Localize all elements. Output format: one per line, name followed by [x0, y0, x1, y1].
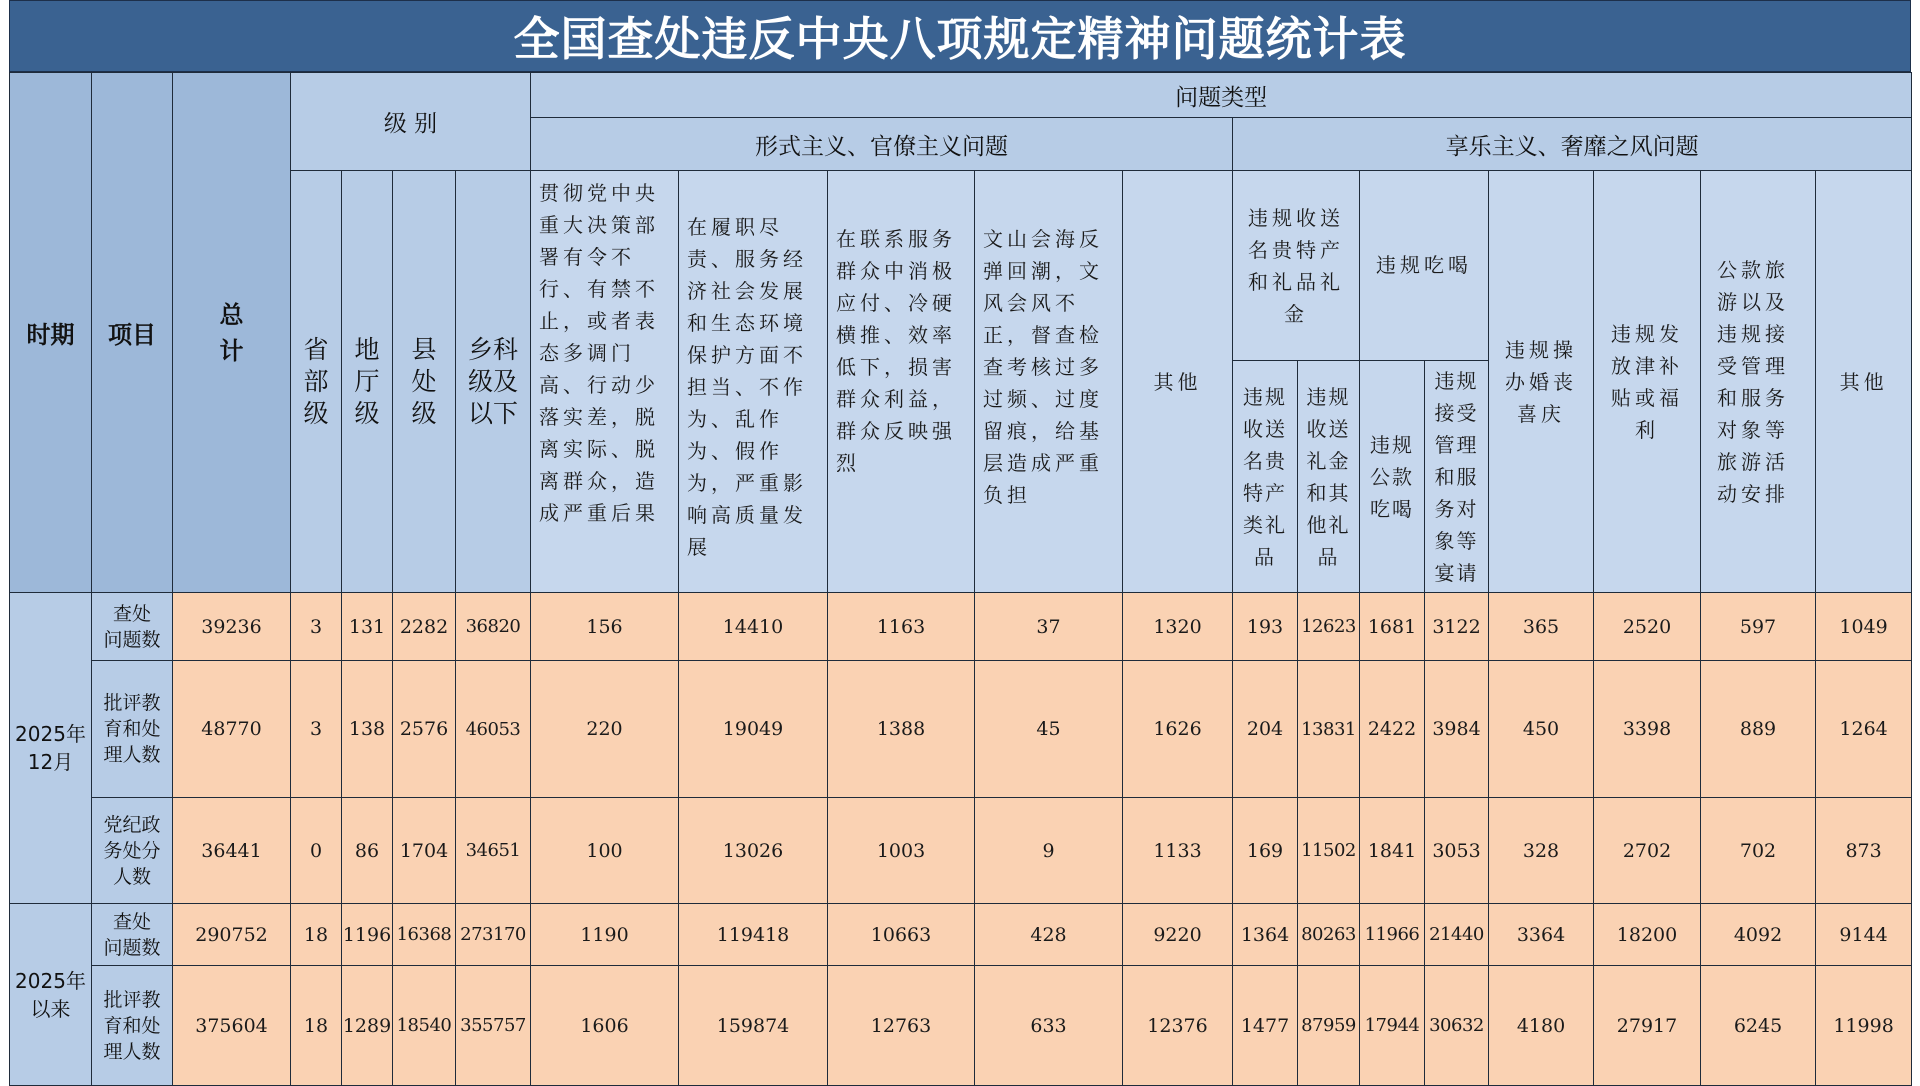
table-row: [10, 798, 1912, 904]
level-group-header: 级 别: [291, 73, 531, 171]
value-cell: 9: [975, 798, 1123, 904]
value-cell: 873: [1816, 798, 1912, 904]
value-cell: 100: [531, 798, 679, 904]
value-cell: 328: [1489, 798, 1594, 904]
gift-group-header: 违规收送名贵特产和礼品礼金: [1233, 171, 1360, 361]
row-label: 党纪政 务处分 人数: [92, 798, 173, 904]
period-label: 2025年 以来: [10, 904, 92, 1086]
value-cell: 1704: [393, 798, 456, 904]
value-cell: 48770: [173, 661, 291, 798]
value-cell: 702: [1701, 798, 1816, 904]
level-prefecture-text: 地 厅 级: [354, 334, 380, 428]
value-cell: 1606: [531, 966, 679, 1086]
formalism-col-3: 在联系服务群众中消极应付、冷硬横推、效率低下，损害群众利益，群众反映强烈: [828, 171, 975, 593]
value-cell: 11998: [1816, 966, 1912, 1086]
value-cell: 1477: [1233, 966, 1298, 1086]
value-cell: 2520: [1594, 593, 1701, 661]
type-group-header: 问题类型: [531, 73, 1912, 118]
value-cell: 12376: [1123, 966, 1233, 1086]
item-header: 项目: [92, 73, 173, 593]
value-cell: 30632: [1425, 966, 1489, 1086]
value-cell: 36820: [456, 593, 531, 661]
value-cell: 14410: [679, 593, 828, 661]
formalism-group-header: 形式主义、官僚主义问题: [531, 118, 1233, 171]
level-county-text: 县 处 级: [411, 334, 437, 428]
value-cell: 18: [291, 966, 342, 1086]
statistics-table: [9, 72, 1912, 1086]
value-cell: 3398: [1594, 661, 1701, 798]
value-cell: 1681: [1360, 593, 1425, 661]
value-cell: 3364: [1489, 904, 1594, 966]
level-provincial: [291, 171, 342, 593]
value-cell: 355757: [456, 966, 531, 1086]
value-cell: 220: [531, 661, 679, 798]
value-cell: 2422: [1360, 661, 1425, 798]
hedonism-col-other: 其他: [1816, 171, 1912, 593]
table-row: [10, 661, 1912, 798]
value-cell: 1388: [828, 661, 975, 798]
value-cell: 3: [291, 593, 342, 661]
value-cell: 1163: [828, 593, 975, 661]
value-cell: 1133: [1123, 798, 1233, 904]
value-cell: 290752: [173, 904, 291, 966]
formalism-col-4: 文山会海反弹回潮，文风会风不正，督查检查考核过多过频、过度留痕，给基层造成严重负担: [975, 171, 1123, 593]
value-cell: 87959: [1298, 966, 1360, 1086]
row-label: 查处 问题数: [92, 593, 173, 661]
value-cell: 18200: [1594, 904, 1701, 966]
level-township-text: 乡科 级及 以下: [467, 334, 518, 428]
value-cell: 1320: [1123, 593, 1233, 661]
value-cell: 45: [975, 661, 1123, 798]
value-cell: 119418: [679, 904, 828, 966]
value-cell: 9144: [1816, 904, 1912, 966]
value-cell: 13026: [679, 798, 828, 904]
value-cell: 3: [291, 661, 342, 798]
value-cell: 13831: [1298, 661, 1360, 798]
value-cell: 138: [342, 661, 393, 798]
value-cell: 2282: [393, 593, 456, 661]
value-cell: 46053: [456, 661, 531, 798]
value-cell: 17944: [1360, 966, 1425, 1086]
value-cell: 6245: [1701, 966, 1816, 1086]
table-row: [10, 904, 1912, 966]
hedonism-group-header: 享乐主义、奢靡之风问题: [1233, 118, 1912, 171]
value-cell: 12623: [1298, 593, 1360, 661]
level-township: [456, 171, 531, 593]
row-label: 批评教 育和处 理人数: [92, 661, 173, 798]
value-cell: 86: [342, 798, 393, 904]
table-title: 全国查处违反中央八项规定精神问题统计表: [9, 0, 1911, 72]
value-cell: 3122: [1425, 593, 1489, 661]
table-row: [10, 966, 1912, 1086]
eat-col-banquet: 违规接受管理和服务对象等宴请: [1425, 361, 1489, 593]
value-cell: 365: [1489, 593, 1594, 661]
value-cell: 1003: [828, 798, 975, 904]
value-cell: 80263: [1298, 904, 1360, 966]
level-provincial-text: 省 部 级: [303, 334, 329, 428]
value-cell: 0: [291, 798, 342, 904]
value-cell: 1049: [1816, 593, 1912, 661]
value-cell: 1196: [342, 904, 393, 966]
period-header: 时期: [10, 73, 92, 593]
value-cell: 9220: [1123, 904, 1233, 966]
value-cell: 16368: [393, 904, 456, 966]
value-cell: 39236: [173, 593, 291, 661]
formalism-col-1: 贯彻党中央重大决策部署有令不行、有禁不止，或者表态多调门高、行动少落实差，脱离实际、脱离群众，造成严重后果: [531, 171, 679, 593]
value-cell: 375604: [173, 966, 291, 1086]
value-cell: 159874: [679, 966, 828, 1086]
value-cell: 2702: [1594, 798, 1701, 904]
value-cell: 12763: [828, 966, 975, 1086]
level-county: [393, 171, 456, 593]
value-cell: 450: [1489, 661, 1594, 798]
total-header: [173, 73, 291, 593]
value-cell: 597: [1701, 593, 1816, 661]
total-header-text: 总 计: [219, 300, 244, 365]
value-cell: 3053: [1425, 798, 1489, 904]
value-cell: 11502: [1298, 798, 1360, 904]
value-cell: 1289: [342, 966, 393, 1086]
value-cell: 4180: [1489, 966, 1594, 1086]
formalism-col-other: 其他: [1123, 171, 1233, 593]
value-cell: 1841: [1360, 798, 1425, 904]
hedonism-col-subsidy: 违规发放津补贴或福利: [1594, 171, 1701, 593]
hedonism-col-wedding: 违规操办婚丧喜庆: [1489, 171, 1594, 593]
value-cell: 428: [975, 904, 1123, 966]
value-cell: 10663: [828, 904, 975, 966]
value-cell: 18540: [393, 966, 456, 1086]
value-cell: 156: [531, 593, 679, 661]
formalism-col-2: 在履职尽责、服务经济社会发展和生态环境保护方面不担当、不作为、乱作为、假作为，严重影响高质量发展: [679, 171, 828, 593]
value-cell: 204: [1233, 661, 1298, 798]
value-cell: 633: [975, 966, 1123, 1086]
level-prefecture: [342, 171, 393, 593]
value-cell: 27917: [1594, 966, 1701, 1086]
value-cell: 11966: [1360, 904, 1425, 966]
value-cell: 1626: [1123, 661, 1233, 798]
value-cell: 1264: [1816, 661, 1912, 798]
value-cell: 889: [1701, 661, 1816, 798]
value-cell: 18: [291, 904, 342, 966]
eat-col-public: 违规公款吃喝: [1360, 361, 1425, 593]
value-cell: 34651: [456, 798, 531, 904]
value-cell: 3984: [1425, 661, 1489, 798]
value-cell: 4092: [1701, 904, 1816, 966]
value-cell: 36441: [173, 798, 291, 904]
value-cell: 131: [342, 593, 393, 661]
table-row: [10, 593, 1912, 661]
gift-col-cash: 违规收送礼金和其他礼品: [1298, 361, 1360, 593]
value-cell: 2576: [393, 661, 456, 798]
gift-col-specialty: 违规收送名贵特产类礼品: [1233, 361, 1298, 593]
value-cell: 19049: [679, 661, 828, 798]
value-cell: 169: [1233, 798, 1298, 904]
value-cell: 1364: [1233, 904, 1298, 966]
value-cell: 1190: [531, 904, 679, 966]
period-label: 2025年 12月: [10, 593, 92, 904]
value-cell: 37: [975, 593, 1123, 661]
value-cell: 273170: [456, 904, 531, 966]
eat-group-header: 违规吃喝: [1360, 171, 1489, 361]
row-label: 查处 问题数: [92, 904, 173, 966]
value-cell: 21440: [1425, 904, 1489, 966]
row-label: 批评教 育和处 理人数: [92, 966, 173, 1086]
hedonism-col-travel: 公款旅游以及违规接受管理和服务对象等旅游活动安排: [1701, 171, 1816, 593]
value-cell: 193: [1233, 593, 1298, 661]
